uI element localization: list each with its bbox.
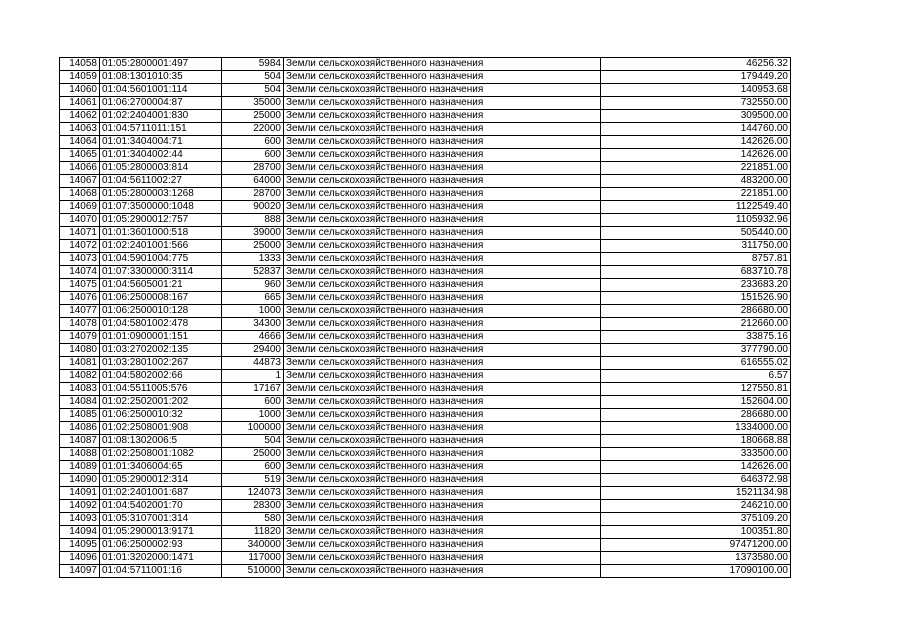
cadastral-number-cell: 01:06:2500008:167 bbox=[100, 292, 222, 305]
table-row bbox=[60, 110, 791, 123]
cadastral-number-cell: 01:08:1302006:5 bbox=[100, 435, 222, 448]
table-row bbox=[60, 396, 791, 409]
cadastral-number-cell: 01:01:3406004:65 bbox=[100, 461, 222, 474]
table-row bbox=[60, 227, 791, 240]
row-number-cell: 14074 bbox=[60, 266, 100, 279]
table-row bbox=[60, 565, 791, 578]
area-cell: 580 bbox=[222, 513, 284, 526]
cadastral-number-cell: 01:05:2900012:314 bbox=[100, 474, 222, 487]
cadastral-number-cell: 01:06:2500010:128 bbox=[100, 305, 222, 318]
cadastral-value-cell: 1122549.40 bbox=[601, 201, 791, 214]
land-category-cell: Земли сельскохозяйственного назначения bbox=[284, 292, 601, 305]
land-category-cell: Земли сельскохозяйственного назначения bbox=[284, 175, 601, 188]
table-row bbox=[60, 422, 791, 435]
area-cell: 519 bbox=[222, 474, 284, 487]
cadastral-number-cell: 01:04:5511005:576 bbox=[100, 383, 222, 396]
area-cell: 25000 bbox=[222, 448, 284, 461]
table-row bbox=[60, 214, 791, 227]
cadastral-value-cell: 1521134.98 bbox=[601, 487, 791, 500]
table-row bbox=[60, 526, 791, 539]
row-number-cell: 14077 bbox=[60, 305, 100, 318]
table-row bbox=[60, 175, 791, 188]
area-cell: 504 bbox=[222, 435, 284, 448]
cadastral-value-cell: 377790.00 bbox=[601, 344, 791, 357]
row-number-cell: 14076 bbox=[60, 292, 100, 305]
row-number-cell: 14071 bbox=[60, 227, 100, 240]
cadastral-value-cell: 142626.00 bbox=[601, 149, 791, 162]
table-row bbox=[60, 84, 791, 97]
cadastral-number-cell: 01:02:2508001:908 bbox=[100, 422, 222, 435]
cadastral-value-cell: 142626.00 bbox=[601, 461, 791, 474]
cadastral-number-cell: 01:03:2702002:135 bbox=[100, 344, 222, 357]
land-category-cell: Земли сельскохозяйственного назначения bbox=[284, 214, 601, 227]
table-row bbox=[60, 123, 791, 136]
row-number-cell: 14089 bbox=[60, 461, 100, 474]
cadastral-number-cell: 01:02:2401001:687 bbox=[100, 487, 222, 500]
cadastral-number-cell: 01:01:0900001:151 bbox=[100, 331, 222, 344]
land-category-cell: Земли сельскохозяйственного назначения bbox=[284, 318, 601, 331]
area-cell: 600 bbox=[222, 149, 284, 162]
table-row bbox=[60, 71, 791, 84]
cadastral-value-cell: 46256.32 bbox=[601, 58, 791, 71]
table-row bbox=[60, 357, 791, 370]
land-category-cell: Земли сельскохозяйственного назначения bbox=[284, 513, 601, 526]
table-row bbox=[60, 448, 791, 461]
table-row bbox=[60, 279, 791, 292]
table-row bbox=[60, 136, 791, 149]
land-category-cell: Земли сельскохозяйственного назначения bbox=[284, 240, 601, 253]
area-cell: 100000 bbox=[222, 422, 284, 435]
row-number-cell: 14068 bbox=[60, 188, 100, 201]
land-category-cell: Земли сельскохозяйственного назначения bbox=[284, 84, 601, 97]
table-row bbox=[60, 552, 791, 565]
cadastral-value-cell: 97471200.00 bbox=[601, 539, 791, 552]
row-number-cell: 14072 bbox=[60, 240, 100, 253]
cadastral-number-cell: 01:01:3404004:71 bbox=[100, 136, 222, 149]
row-number-cell: 14083 bbox=[60, 383, 100, 396]
cadastral-number-cell: 01:04:5601001:114 bbox=[100, 84, 222, 97]
row-number-cell: 14062 bbox=[60, 110, 100, 123]
row-number-cell: 14094 bbox=[60, 526, 100, 539]
area-cell: 504 bbox=[222, 71, 284, 84]
cadastral-value-cell: 33875.16 bbox=[601, 331, 791, 344]
land-category-cell: Земли сельскохозяйственного назначения bbox=[284, 500, 601, 513]
row-number-cell: 14078 bbox=[60, 318, 100, 331]
row-number-cell: 14095 bbox=[60, 539, 100, 552]
cadastral-number-cell: 01:06:2700004:87 bbox=[100, 97, 222, 110]
land-category-cell: Земли сельскохозяйственного назначения bbox=[284, 331, 601, 344]
area-cell: 888 bbox=[222, 214, 284, 227]
land-category-cell: Земли сельскохозяйственного назначения bbox=[284, 97, 601, 110]
area-cell: 34300 bbox=[222, 318, 284, 331]
row-number-cell: 14091 bbox=[60, 487, 100, 500]
area-cell: 1333 bbox=[222, 253, 284, 266]
cadastral-value-cell: 1334000.00 bbox=[601, 422, 791, 435]
cadastral-value-cell: 246210.00 bbox=[601, 500, 791, 513]
cadastral-value-cell: 1105932.96 bbox=[601, 214, 791, 227]
land-registry-table bbox=[59, 57, 791, 578]
cadastral-value-cell: 483200.00 bbox=[601, 175, 791, 188]
row-number-cell: 14073 bbox=[60, 253, 100, 266]
table-row bbox=[60, 188, 791, 201]
area-cell: 5984 bbox=[222, 58, 284, 71]
area-cell: 64000 bbox=[222, 175, 284, 188]
land-category-cell: Земли сельскохозяйственного назначения bbox=[284, 487, 601, 500]
cadastral-value-cell: 1373580.00 bbox=[601, 552, 791, 565]
row-number-cell: 14079 bbox=[60, 331, 100, 344]
cadastral-number-cell: 01:04:5711011:151 bbox=[100, 123, 222, 136]
cadastral-value-cell: 233683.20 bbox=[601, 279, 791, 292]
cadastral-value-cell: 127550.81 bbox=[601, 383, 791, 396]
table-row bbox=[60, 292, 791, 305]
area-cell: 4666 bbox=[222, 331, 284, 344]
row-number-cell: 14060 bbox=[60, 84, 100, 97]
cadastral-number-cell: 01:04:5711001:16 bbox=[100, 565, 222, 578]
cadastral-value-cell: 683710.78 bbox=[601, 266, 791, 279]
land-category-cell: Земли сельскохозяйственного назначения bbox=[284, 422, 601, 435]
cadastral-number-cell: 01:01:3404002:44 bbox=[100, 149, 222, 162]
row-number-cell: 14080 bbox=[60, 344, 100, 357]
table-row bbox=[60, 409, 791, 422]
cadastral-number-cell: 01:05:2900013:9171 bbox=[100, 526, 222, 539]
cadastral-value-cell: 179449.20 bbox=[601, 71, 791, 84]
area-cell: 90020 bbox=[222, 201, 284, 214]
area-cell: 960 bbox=[222, 279, 284, 292]
row-number-cell: 14075 bbox=[60, 279, 100, 292]
table-row bbox=[60, 461, 791, 474]
cadastral-value-cell: 221851.00 bbox=[601, 162, 791, 175]
cadastral-number-cell: 01:01:3601000:518 bbox=[100, 227, 222, 240]
row-number-cell: 14082 bbox=[60, 370, 100, 383]
land-category-cell: Земли сельскохозяйственного назначения bbox=[284, 565, 601, 578]
row-number-cell: 14087 bbox=[60, 435, 100, 448]
area-cell: 28700 bbox=[222, 188, 284, 201]
area-cell: 1 bbox=[222, 370, 284, 383]
row-number-cell: 14086 bbox=[60, 422, 100, 435]
cadastral-value-cell: 646372.98 bbox=[601, 474, 791, 487]
cadastral-value-cell: 8757.81 bbox=[601, 253, 791, 266]
table-row bbox=[60, 435, 791, 448]
land-category-cell: Земли сельскохозяйственного назначения bbox=[284, 344, 601, 357]
cadastral-value-cell: 6.57 bbox=[601, 370, 791, 383]
cadastral-value-cell: 100351.80 bbox=[601, 526, 791, 539]
area-cell: 17167 bbox=[222, 383, 284, 396]
area-cell: 35000 bbox=[222, 97, 284, 110]
cadastral-number-cell: 01:01:3202000:1471 bbox=[100, 552, 222, 565]
land-category-cell: Земли сельскохозяйственного назначения bbox=[284, 396, 601, 409]
area-cell: 600 bbox=[222, 396, 284, 409]
area-cell: 510000 bbox=[222, 565, 284, 578]
cadastral-number-cell: 01:04:5402001:70 bbox=[100, 500, 222, 513]
land-category-cell: Земли сельскохозяйственного назначения bbox=[284, 71, 601, 84]
area-cell: 22000 bbox=[222, 123, 284, 136]
land-category-cell: Земли сельскохозяйственного назначения bbox=[284, 149, 601, 162]
row-number-cell: 14061 bbox=[60, 97, 100, 110]
row-number-cell: 14070 bbox=[60, 214, 100, 227]
land-category-cell: Земли сельскохозяйственного назначения bbox=[284, 123, 601, 136]
table-row bbox=[60, 240, 791, 253]
cadastral-value-cell: 212660.00 bbox=[601, 318, 791, 331]
land-category-cell: Земли сельскохозяйственного назначения bbox=[284, 253, 601, 266]
row-number-cell: 14058 bbox=[60, 58, 100, 71]
row-number-cell: 14069 bbox=[60, 201, 100, 214]
cadastral-number-cell: 01:04:5611002:27 bbox=[100, 175, 222, 188]
cadastral-number-cell: 01:04:5802002:66 bbox=[100, 370, 222, 383]
area-cell: 28300 bbox=[222, 500, 284, 513]
table-row bbox=[60, 487, 791, 500]
area-cell: 340000 bbox=[222, 539, 284, 552]
cadastral-number-cell: 01:05:2800001:497 bbox=[100, 58, 222, 71]
land-category-cell: Земли сельскохозяйственного назначения bbox=[284, 266, 601, 279]
area-cell: 600 bbox=[222, 461, 284, 474]
cadastral-value-cell: 17090100.00 bbox=[601, 565, 791, 578]
land-category-cell: Земли сельскохозяйственного назначения bbox=[284, 474, 601, 487]
table-row bbox=[60, 318, 791, 331]
cadastral-number-cell: 01:04:5605001:21 bbox=[100, 279, 222, 292]
row-number-cell: 14097 bbox=[60, 565, 100, 578]
land-category-cell: Земли сельскохозяйственного назначения bbox=[284, 435, 601, 448]
land-category-cell: Земли сельскохозяйственного назначения bbox=[284, 448, 601, 461]
cadastral-value-cell: 286680.00 bbox=[601, 409, 791, 422]
land-category-cell: Земли сельскохозяйственного назначения bbox=[284, 201, 601, 214]
area-cell: 504 bbox=[222, 84, 284, 97]
row-number-cell: 14081 bbox=[60, 357, 100, 370]
cadastral-value-cell: 151526.90 bbox=[601, 292, 791, 305]
cadastral-number-cell: 01:05:2800003:814 bbox=[100, 162, 222, 175]
table-row bbox=[60, 370, 791, 383]
cadastral-value-cell: 142626.00 bbox=[601, 136, 791, 149]
row-number-cell: 14065 bbox=[60, 149, 100, 162]
row-number-cell: 14088 bbox=[60, 448, 100, 461]
row-number-cell: 14084 bbox=[60, 396, 100, 409]
area-cell: 52837 bbox=[222, 266, 284, 279]
cadastral-number-cell: 01:08:1301010:35 bbox=[100, 71, 222, 84]
table-body bbox=[60, 58, 791, 578]
table-row bbox=[60, 500, 791, 513]
land-category-cell: Земли сельскохозяйственного назначения bbox=[284, 552, 601, 565]
area-cell: 1000 bbox=[222, 305, 284, 318]
cadastral-number-cell: 01:07:3300000:3114 bbox=[100, 266, 222, 279]
cadastral-number-cell: 01:04:5801002:478 bbox=[100, 318, 222, 331]
area-cell: 665 bbox=[222, 292, 284, 305]
row-number-cell: 14092 bbox=[60, 500, 100, 513]
area-cell: 29400 bbox=[222, 344, 284, 357]
cadastral-value-cell: 180668.88 bbox=[601, 435, 791, 448]
land-category-cell: Земли сельскохозяйственного назначения bbox=[284, 409, 601, 422]
cadastral-value-cell: 616555.02 bbox=[601, 357, 791, 370]
land-category-cell: Земли сельскохозяйственного назначения bbox=[284, 526, 601, 539]
table-row bbox=[60, 474, 791, 487]
cadastral-value-cell: 732550.00 bbox=[601, 97, 791, 110]
land-category-cell: Земли сельскохозяйственного назначения bbox=[284, 58, 601, 71]
cadastral-value-cell: 375109.20 bbox=[601, 513, 791, 526]
cadastral-number-cell: 01:02:2404001:830 bbox=[100, 110, 222, 123]
table-row bbox=[60, 344, 791, 357]
cadastral-number-cell: 01:02:2508001:1082 bbox=[100, 448, 222, 461]
cadastral-number-cell: 01:07:3500000:1048 bbox=[100, 201, 222, 214]
area-cell: 117000 bbox=[222, 552, 284, 565]
table-row bbox=[60, 331, 791, 344]
cadastral-number-cell: 01:02:2401001:566 bbox=[100, 240, 222, 253]
area-cell: 25000 bbox=[222, 240, 284, 253]
cadastral-number-cell: 01:03:2801002:267 bbox=[100, 357, 222, 370]
cadastral-value-cell: 309500.00 bbox=[601, 110, 791, 123]
row-number-cell: 14064 bbox=[60, 136, 100, 149]
table-row bbox=[60, 513, 791, 526]
land-category-cell: Земли сельскохозяйственного назначения bbox=[284, 305, 601, 318]
row-number-cell: 14090 bbox=[60, 474, 100, 487]
table-row bbox=[60, 201, 791, 214]
cadastral-value-cell: 140953.68 bbox=[601, 84, 791, 97]
table-row bbox=[60, 58, 791, 71]
table-row bbox=[60, 266, 791, 279]
land-category-cell: Земли сельскохозяйственного назначения bbox=[284, 461, 601, 474]
cadastral-value-cell: 144760.00 bbox=[601, 123, 791, 136]
cadastral-number-cell: 01:02:2502001:202 bbox=[100, 396, 222, 409]
table-row bbox=[60, 97, 791, 110]
land-category-cell: Земли сельскохозяйственного назначения bbox=[284, 136, 601, 149]
row-number-cell: 14096 bbox=[60, 552, 100, 565]
row-number-cell: 14063 bbox=[60, 123, 100, 136]
land-category-cell: Земли сельскохозяйственного назначения bbox=[284, 357, 601, 370]
land-category-cell: Земли сельскохозяйственного назначения bbox=[284, 279, 601, 292]
row-number-cell: 14085 bbox=[60, 409, 100, 422]
cadastral-number-cell: 01:05:3107001:314 bbox=[100, 513, 222, 526]
land-category-cell: Земли сельскохозяйственного назначения bbox=[284, 227, 601, 240]
cadastral-number-cell: 01:05:2800003:1268 bbox=[100, 188, 222, 201]
table-row bbox=[60, 539, 791, 552]
row-number-cell: 14093 bbox=[60, 513, 100, 526]
area-cell: 28700 bbox=[222, 162, 284, 175]
land-category-cell: Земли сельскохозяйственного назначения bbox=[284, 162, 601, 175]
cadastral-value-cell: 505440.00 bbox=[601, 227, 791, 240]
cadastral-value-cell: 311750.00 bbox=[601, 240, 791, 253]
land-category-cell: Земли сельскохозяйственного назначения bbox=[284, 110, 601, 123]
area-cell: 600 bbox=[222, 136, 284, 149]
cadastral-value-cell: 152604.00 bbox=[601, 396, 791, 409]
cadastral-value-cell: 333500.00 bbox=[601, 448, 791, 461]
area-cell: 1000 bbox=[222, 409, 284, 422]
cadastral-number-cell: 01:06:2500010:32 bbox=[100, 409, 222, 422]
row-number-cell: 14067 bbox=[60, 175, 100, 188]
cadastral-number-cell: 01:05:2900012:757 bbox=[100, 214, 222, 227]
row-number-cell: 14066 bbox=[60, 162, 100, 175]
land-category-cell: Земли сельскохозяйственного назначения bbox=[284, 188, 601, 201]
row-number-cell: 14059 bbox=[60, 71, 100, 84]
table-row bbox=[60, 162, 791, 175]
cadastral-number-cell: 01:06:2500002:93 bbox=[100, 539, 222, 552]
table-row bbox=[60, 149, 791, 162]
area-cell: 25000 bbox=[222, 110, 284, 123]
table-row bbox=[60, 253, 791, 266]
land-category-cell: Земли сельскохозяйственного назначения bbox=[284, 539, 601, 552]
area-cell: 11820 bbox=[222, 526, 284, 539]
table-row bbox=[60, 383, 791, 396]
area-cell: 124073 bbox=[222, 487, 284, 500]
area-cell: 44873 bbox=[222, 357, 284, 370]
cadastral-number-cell: 01:04:5901004:775 bbox=[100, 253, 222, 266]
area-cell: 39000 bbox=[222, 227, 284, 240]
cadastral-value-cell: 286680.00 bbox=[601, 305, 791, 318]
table-row bbox=[60, 305, 791, 318]
cadastral-value-cell: 221851.00 bbox=[601, 188, 791, 201]
land-category-cell: Земли сельскохозяйственного назначения bbox=[284, 370, 601, 383]
land-category-cell: Земли сельскохозяйственного назначения bbox=[284, 383, 601, 396]
